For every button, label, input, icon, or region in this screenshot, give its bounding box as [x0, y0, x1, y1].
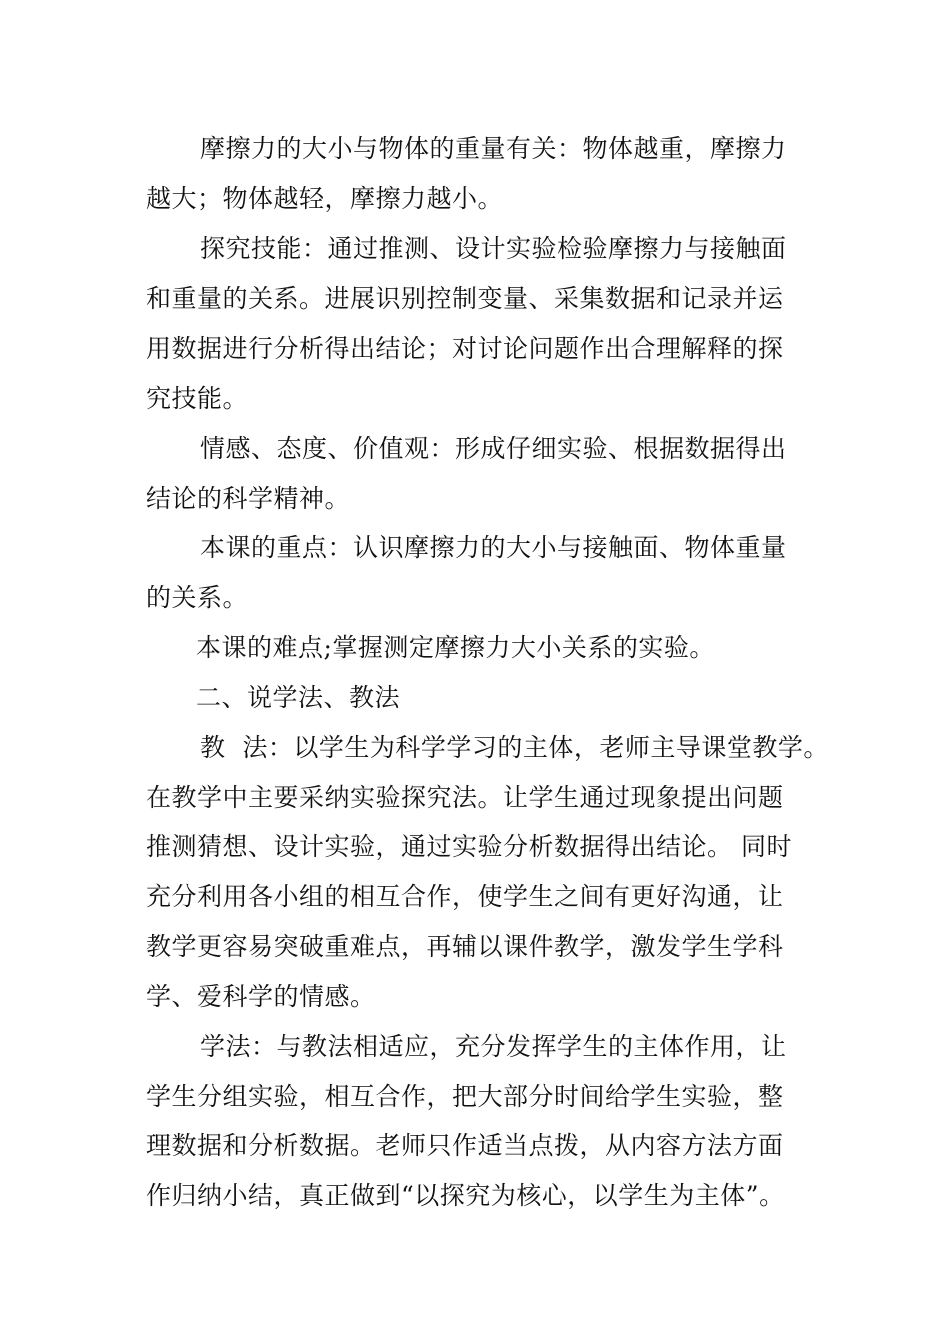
text-line: 结论的科学精神。: [146, 484, 351, 513]
text-line: 本课的难点;掌握测定摩擦力大小关系的实验。: [196, 633, 715, 662]
text-line: 用数据进行分析得出结论；对讨论问题作出合理解释的探: [146, 334, 784, 363]
text-line: 学法：与教法相适应，充分发挥学生的主体作用，让: [200, 1032, 787, 1061]
text-line: 充分利用各小组的相互合作，使学生之间有更好沟通，让: [146, 882, 784, 911]
section-heading: 二、说学法、教法: [196, 683, 401, 712]
text-line: 作归纳小结，真正做到“以探究为核心，以学生为主体”。: [146, 1181, 785, 1210]
text-line: 学生分组实验，相互合作，把大部分时间给学生实验，整: [146, 1082, 784, 1111]
text-line: 越大；物体越轻，摩擦力越小。: [146, 184, 504, 213]
text-line: 探究技能：通过推测、设计实验检验摩擦力与接触面: [200, 234, 787, 263]
text-line: 教学更容易突破重难点，再辅以课件教学，激发学生学科: [146, 932, 784, 961]
text-line: 情感、态度、价值观：形成仔细实验、根据数据得出: [200, 434, 787, 463]
text-line: 在教学中主要采纳实验探究法。让学生通过现象提出问题: [146, 783, 784, 812]
text-line: 本课的重点：认识摩擦力的大小与接触面、物体重量: [200, 533, 787, 562]
text-line: 理数据和分析数据。老师只作适当点拨，从内容方法方面: [146, 1131, 784, 1160]
text-line: 的关系。: [146, 583, 249, 612]
text-line: 教 法：以学生为科学学习的主体，老师主导课堂教学。: [200, 733, 829, 762]
text-line: 摩擦力的大小与物体的重量有关：物体越重，摩擦力: [200, 134, 787, 163]
text-line: 推测猜想、设计实验，通过实验分析数据得出结论。 同时: [146, 832, 792, 861]
text-line: 究技能。: [146, 384, 249, 413]
text-line: 和重量的关系。进展识别控制变量、采集数据和记录并运: [146, 284, 784, 313]
text-line: 学、爱科学的情感。: [146, 982, 376, 1011]
